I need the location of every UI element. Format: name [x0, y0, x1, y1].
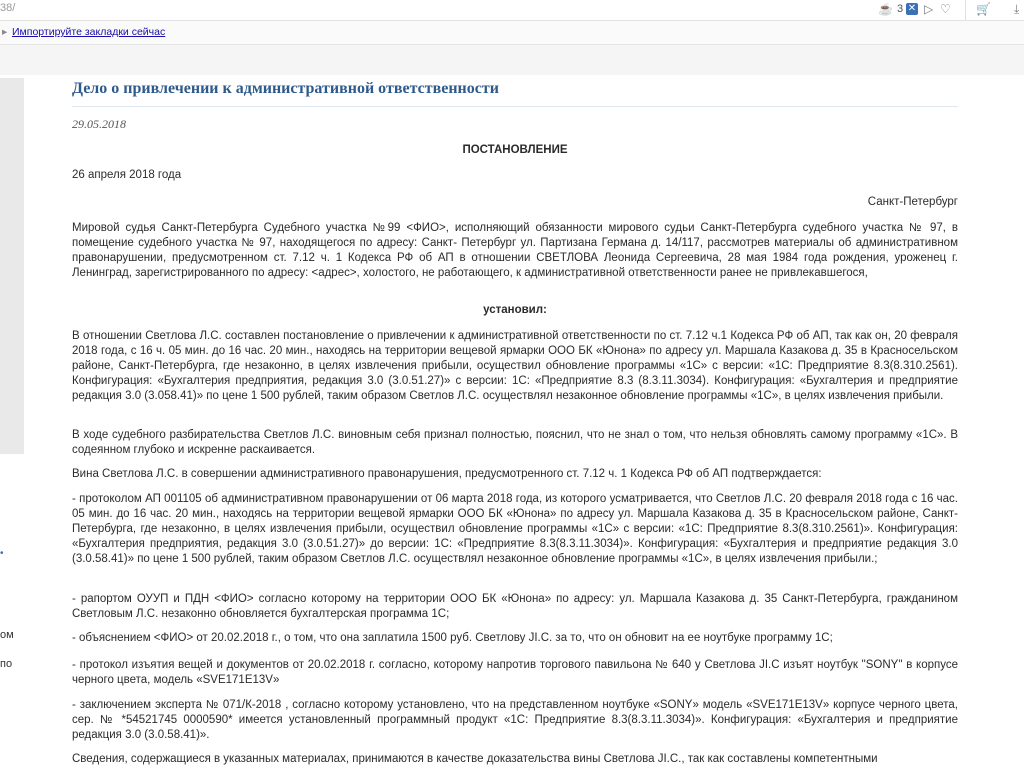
extension-count: 3	[897, 3, 904, 15]
download-icon[interactable]: ⤓	[1014, 2, 1020, 16]
left-sidebar-panel	[0, 78, 24, 454]
evidence-item: - объяснением <ФИО> от 20.02.2018 г., о том, что она заплатила 1500 руб. Светлову JI.C. за то, что он обновит на ее ноутбуке программу 1С;	[72, 632, 833, 644]
evidence-item: - заключением эксперта № 071/К-2018 , согласно которому установлено, что на представленном ноутбуке «SONY» модель «SVE171E13V» корпусе черного цвета, сер. № *54521745 0000590* имеется установленный программный продукт «1С: Предприятие 8.3(8.3.11.3034)». Конфигурация: «Бухгалтерия и предприятие редакция 3.0 (3.0.58.41)».	[72, 699, 958, 741]
paragraph: Вина Светлова Л.С. в совершении административного правонарушения, предусмотренного ст. 7.12 ч. 1 Кодекса РФ об АП подтверждается:	[72, 468, 822, 480]
section-heading: установил:	[483, 304, 547, 316]
document-city: Санкт-Петербург	[867, 196, 958, 208]
document-heading: ПОСТАНОВЛЕНИЕ	[462, 144, 568, 156]
paragraph: В отношении Светлова Л.С. составлен постановление о привлечении к административной ответственности по ст. 7.12 ч.1 Кодекса РФ об АП, так как он, 20 февраля 2018 года, с 16 ч. 05 мин. до 16 час. 20 мин., находясь на территории вещевой ярмарки ООО БК «Юнона» по адресу ул. Маршала Казакова д. 35 в Красносельском районе, Санкт-Петербурга, где незаконно, в целях извлечения прибыли, осуществил обновление программы «1С» с версии: «1С: Предприятие 8.3(8.310.2561). Конфигурация: «Бухгалтерия предприятия, редакция 3.0 (3.0.51.27)» с версии: 1С: «Предприятие 8.3 (8.3.11.3034). Конфигурация: «Бухгалтерия и предприятие редакция 3.0 (3.058.41)» по цене 1 500 рублей, таким образом Светлов Л.С. осуществлял незаконное обновление программы «1С», в целях извлечения прибыли.	[72, 330, 958, 402]
page-title: Дело о привлечении к административной ответственности	[72, 80, 499, 97]
toolbar-divider	[965, 0, 966, 20]
evidence-item: - протокол изъятия вещей и документов от 20.02.2018 г. согласно, которому напротив торгового павильона № 640 у Светлова JI.C изъят ноутбук "SONY" в корпусе черного цвета, модель «SVE171E13V»	[72, 659, 958, 686]
evidence-item: - рапортом ОУУП и ПДН <ФИО> согласно которому на территории ООО БК «Юнона» по адресу: ул. Маршала Казакова д. 35 Санкт-Петербурга, гражданином Светловым Л.С. незаконно обновляется бухгалтерская программа 1С;	[72, 593, 958, 620]
paragraph: В ходе судебного разбирательства Светлов Л.С. виновным себя признал полностью, пояснил, что не знал о том, что нельзя обновлять самому программу «1С». В содеянном глубоко и искренне раскаивается.	[72, 429, 958, 456]
article	[72, 0, 958, 767]
paragraph: Сведения, содержащиеся в указанных материалах, принимаются в качестве доказательства вины Светлова JI.C., так как составлены компетентными	[72, 753, 878, 765]
address-bar-fragment[interactable]: 38/	[0, 2, 16, 14]
chevron-right-icon: ▸	[2, 26, 8, 38]
paragraph: Мировой судья Санкт-Петербурга Судебного участка №99 <ФИО>, исполняющий обязанности мирового судьи Санкт-Петербурга судебного участка № 97, в помещение судебного участка № 97, находящегося по адресу: Санкт- Петербург ул. Партизана Германа д. 14/117, рассмотрев материалы об административном правонарушении, предусмотренном ст. 7.12 ч. 1 Кодекса РФ об АП в отношении СВЕТЛОВА Леонида Сергеевича, 28 мая 1984 года рождения, уроженец г. Ленинград, зарегистрированного по адресу: <адрес>, холостого, не работающего, к административной ответственности ранее не привлекавшегося,	[72, 222, 958, 279]
close-badge-icon[interactable]: ✕	[907, 3, 917, 14]
extension-icon[interactable]: ☕	[878, 2, 893, 16]
document-date: 26 апреля 2018 года	[72, 169, 182, 181]
left-edge-text: по	[0, 658, 13, 670]
send-icon[interactable]: ▷	[924, 2, 934, 16]
left-edge-text: ом	[0, 629, 14, 641]
title-divider	[72, 106, 958, 107]
import-bookmarks-label: Импортируйте закладки сейчас	[12, 26, 166, 38]
left-edge-marker: •	[0, 548, 4, 559]
heart-icon[interactable]: ♡	[940, 2, 951, 16]
publish-date: 29.05.2018	[72, 117, 126, 131]
cart-icon[interactable]: 🛒	[976, 2, 991, 16]
evidence-item: - протоколом АП 001105 об административном правонарушении от 06 марта 2018 года, из которого усматривается, что Светлов Л.С. 20 февраля 2018 года с 16 час. 05 мин. до 16 час. 20 мин., находясь на территории вещевой ярмарки ООО БК «Юнона» по адресу ул. Маршала Казакова д. 35 в Красносельском районе, Санкт- Петербурга, где незаконно, в целях извлечения прибыли, осуществил обновление программы «1С» с версии: «1С: Предприятие 8.3(8.310.2561)». Конфигурация: «Бухгалтерия предприятия, редакция 3.0 (3.0.51.27)» до версии: 1С: «Предприятие 8.3(8.3.11.3034)». Конфигурация: «Бухгалтерия и предприятие редакция 3.0 (3.0.58.41)» по цене 1 500 рублей, таким образом Светлов Л.С. осуществлял незаконное обновление программы «1С», в целях извлечения прибыли.;	[72, 493, 958, 565]
